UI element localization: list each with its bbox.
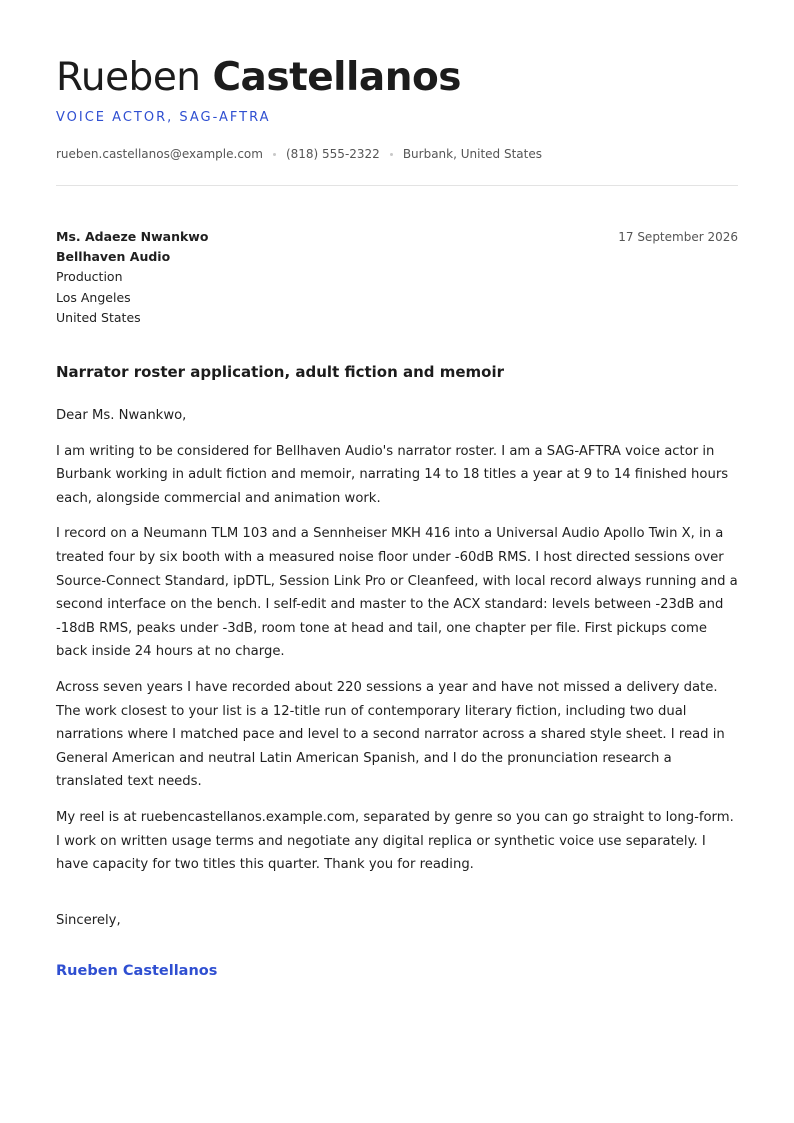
- contact-email[interactable]: rueben.castellanos@example.com: [56, 147, 263, 161]
- body-paragraph: Across seven years I have recorded about 220 sessions a year and have not missed a delivery date. The work closest to your list is a 12-title run of contemporary literary fiction, including two dual narrations where I matched pace and level to a second narrator across a shared style sheet. I read in General American and neutral Latin American Spanish, and I do the pronunciation research a translated text needs.: [56, 679, 725, 790]
- contact-line: [56, 145, 542, 163]
- contact-phone[interactable]: (818) 555-2322: [285, 147, 380, 161]
- applicant-first-name: Rueben: [56, 55, 201, 100]
- header-divider: [56, 185, 738, 186]
- recipient-address: [56, 227, 208, 328]
- letter-body: [56, 404, 738, 889]
- closing: Sincerely,: [56, 913, 121, 928]
- body-paragraph: My reel is at ruebencastellanos.example.com, separated by genre so you can go straight to long-form. I work on written usage terms and negotiate any digital replica or synthetic voice use separately. I have capacity for two titles this quarter. Thank you for reading.: [56, 809, 734, 873]
- salutation: Dear Ms. Nwankwo,: [56, 408, 187, 423]
- letter-date: 17 September 2026: [618, 230, 738, 244]
- recipient-department: Production: [56, 269, 123, 285]
- separator-dot: [273, 153, 276, 156]
- body-paragraph: I record on a Neumann TLM 103 and a Sennheiser MKH 416 into a Universal Audio Apollo Twin X, in a treated four by six booth with a measured noise floor under -60dB RMS. I host directed sessions over Source-Connect Standard, ipDTL, Session Link Pro or Cleanfeed, with local record always running and a second interface on the bench. I self-edit and master to the ACX standard: levels between -23dB and -18dB RMS, peaks under -3dB, room tone at head and tail, one chapter per file. First pickups come back inside 24 hours at no charge.: [56, 526, 738, 660]
- recipient-name: Ms. Adaeze Nwankwo: [56, 229, 209, 244]
- separator-dot: [390, 153, 393, 156]
- applicant-last-name: Castellanos: [212, 55, 462, 100]
- contact-location: Burbank, United States: [402, 147, 542, 161]
- recipient-company: Bellhaven Audio: [56, 249, 171, 265]
- recipient-city: Los Angeles: [56, 289, 131, 305]
- applicant-name: [56, 54, 461, 102]
- body-paragraph: I am writing to be considered for Bellhaven Audio's narrator roster. I am a SAG-AFTRA voice actor in Burbank working in adult fiction and memoir, narrating 14 to 18 titles a year at 9 to 14 finished hours each, alongside commercial and animation work.: [56, 443, 729, 506]
- letter-subject: Narrator roster application, adult fiction and memoir: [56, 363, 505, 381]
- signature: Rueben Castellanos: [56, 963, 218, 979]
- applicant-title: VOICE ACTOR, SAG-AFTRA: [56, 110, 271, 125]
- recipient-country: United States: [56, 309, 141, 325]
